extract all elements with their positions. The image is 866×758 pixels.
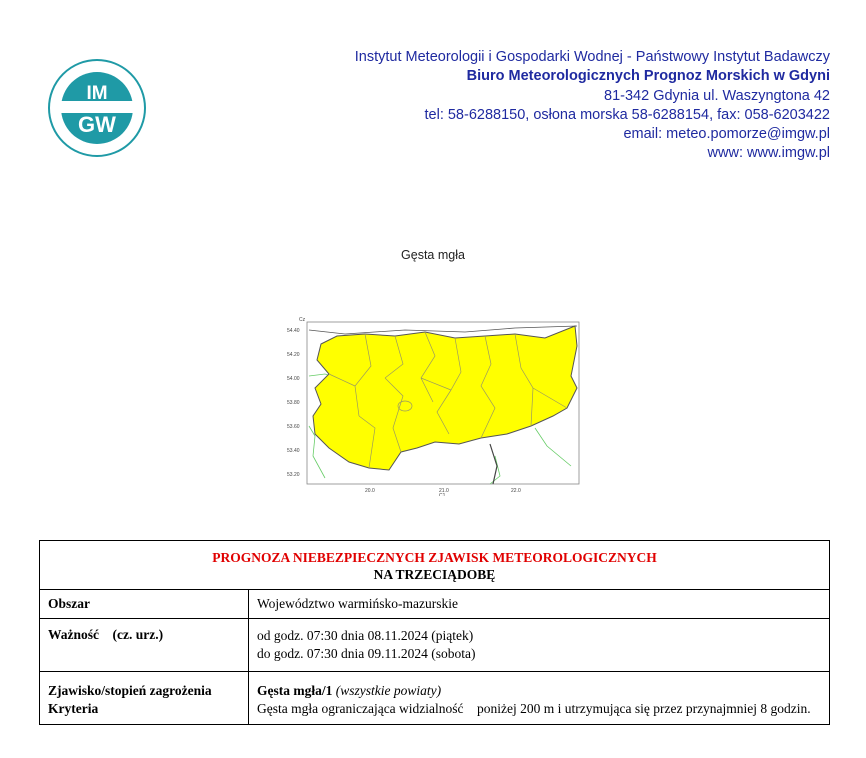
email-line: email: meteo.pomorze@imgw.pl <box>623 126 830 143</box>
phone-line: tel: 58-6288150, osłona morska 58-6288154, fax: 058-6203422 <box>424 106 830 123</box>
phenomenon-scope: (wszystkie powiaty) <box>335 683 442 698</box>
forecast-title <box>40 541 830 590</box>
table-row <box>40 672 830 725</box>
lon-label: 22.0 <box>511 488 521 494</box>
area-label: Obszar <box>40 590 249 619</box>
validity-from: od godz. 07:30 dnia 08.11.2024 (piątek) <box>257 628 474 643</box>
address: 81-342 Gdynia ul. Waszyngtona 42 <box>604 87 830 104</box>
lon-label: 21.0 <box>439 488 449 494</box>
phenomenon-name: Gęsta mgła/1 <box>257 683 333 698</box>
area-value: Województwo warmińsko-mazurskie <box>249 590 830 619</box>
office-name: Biuro Meteorologicznych Prognoz Morskich w Gdyni <box>466 68 830 85</box>
table-row <box>40 619 830 672</box>
lat-label: 53.40 <box>287 448 300 454</box>
map-corner-label: Cz <box>299 317 306 323</box>
lat-label: 53.60 <box>287 424 300 430</box>
lat-label: 54.00 <box>287 376 300 382</box>
logo-text-im: IM <box>86 83 108 104</box>
institute-name: Instytut Meteorologii i Gospodarki Wodnej - Państwowy Instytut Badawczy <box>354 49 830 65</box>
institute-header <box>355 48 830 164</box>
warning-map <box>285 316 583 496</box>
website-line: www: www.imgw.pl <box>707 145 830 162</box>
phenomenon-label: Zjawisko/stopień zagrożenia <box>48 683 212 698</box>
forecast-table <box>39 540 830 725</box>
validity-to: do godz. 07:30 dnia 09.11.2024 (sobota) <box>257 646 476 661</box>
criteria-text: Gęsta mgła ograniczająca widzialność poniżej 200 m i utrzymująca się przez przynajmniej 8 godzin. <box>257 701 811 716</box>
map-title: Gęsta mgła <box>401 248 465 262</box>
criteria-label: Kryteria <box>48 701 99 716</box>
lat-label: 53.80 <box>287 400 300 406</box>
logo-text-gw: GW <box>78 112 116 137</box>
forecast-title-line2: NA TRZECIĄDOBĘ <box>373 567 496 582</box>
forecast-title-line1: PROGNOZA NIEBEZPIECZNYCH ZJAWISK METEOROLOGICZNYCH <box>212 550 657 565</box>
lat-label: 54.40 <box>287 328 300 334</box>
map-bottom-label: C1 <box>439 493 446 496</box>
lat-label: 53.20 <box>287 472 300 478</box>
table-row <box>40 590 830 619</box>
validity-label: Ważność (cz. urz.) <box>40 619 249 672</box>
lat-label: 54.20 <box>287 352 300 358</box>
lon-label: 20.0 <box>365 488 375 494</box>
imgw-logo <box>40 58 155 158</box>
